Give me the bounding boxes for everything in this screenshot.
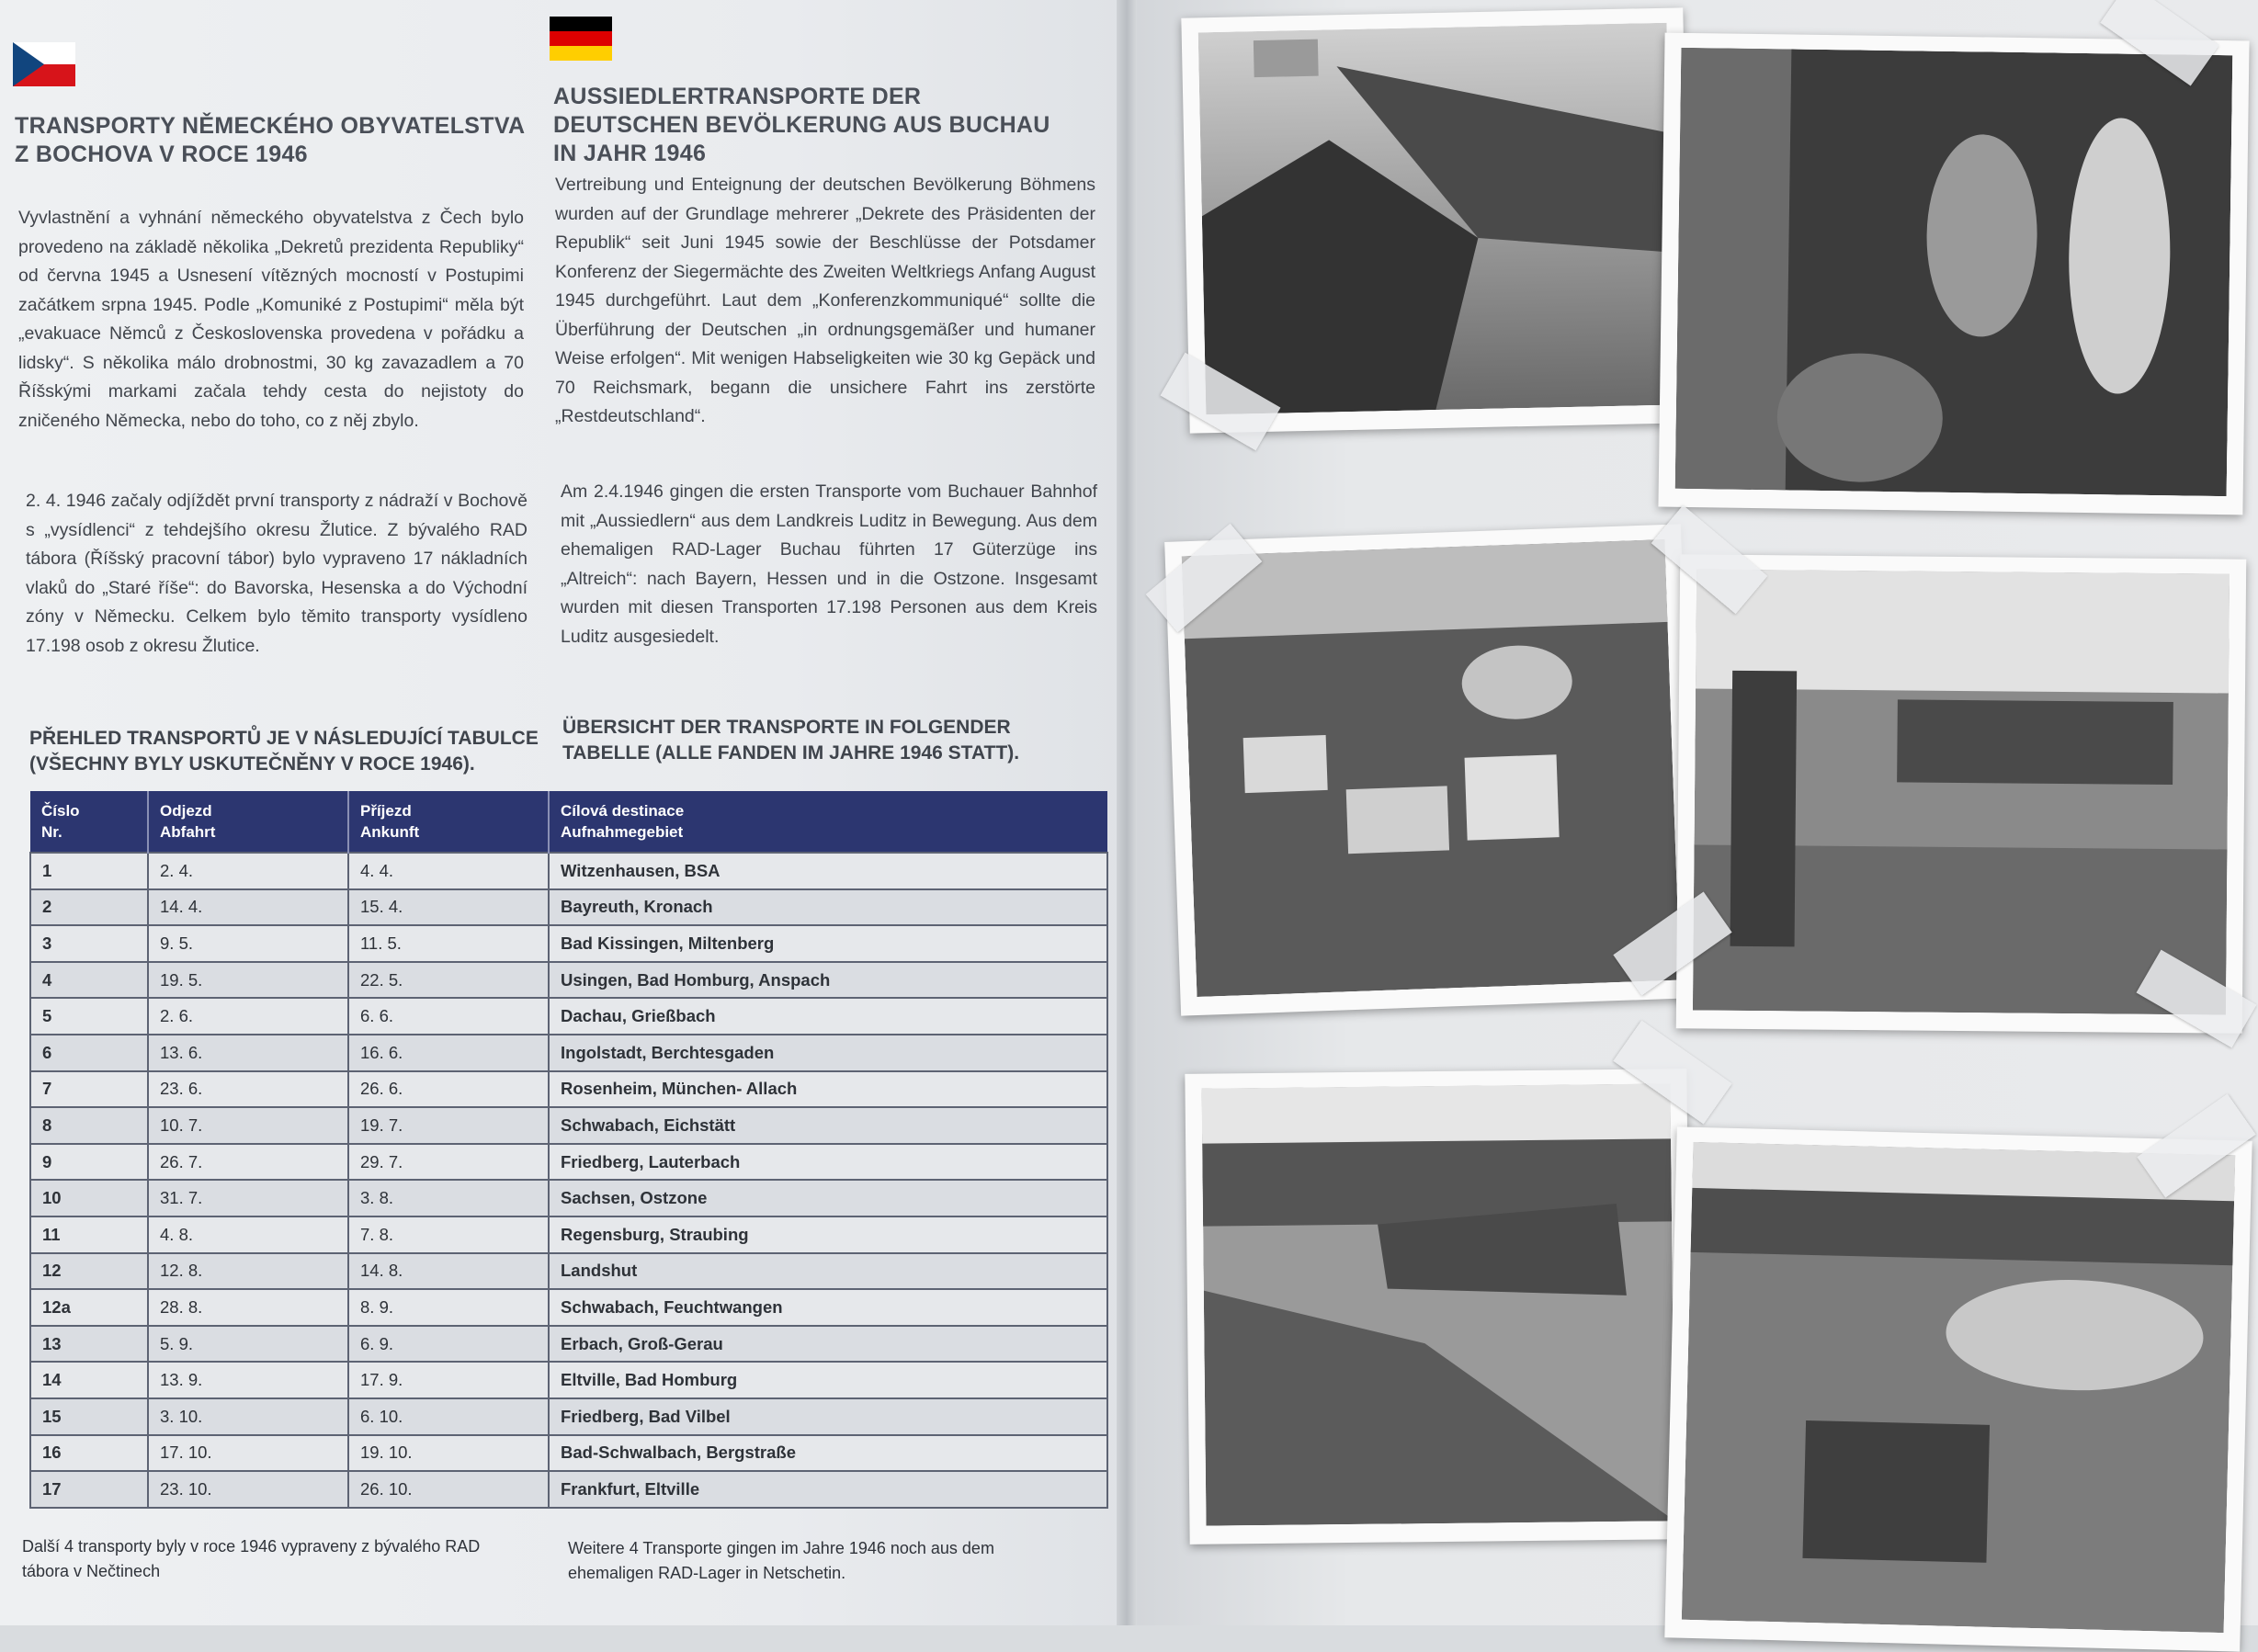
cell-number: 6: [30, 1035, 148, 1071]
transport-table: [29, 791, 1108, 1509]
cell-departure: 2. 4.: [148, 853, 348, 889]
table-row: [30, 962, 1107, 999]
table-row: [30, 1471, 1107, 1508]
table-row: [30, 1362, 1107, 1398]
cell-arrival: 7. 8.: [348, 1216, 549, 1253]
cell-destination: Bayreuth, Kronach: [549, 889, 1107, 926]
cell-departure: 23. 6.: [148, 1071, 348, 1108]
cell-departure: 2. 6.: [148, 998, 348, 1035]
cell-destination: Erbach, Groß-Gerau: [549, 1326, 1107, 1363]
cell-destination: Rosenheim, München- Allach: [549, 1071, 1107, 1108]
header-arrival: Příjezd Ankunft: [348, 791, 549, 853]
photo-railway-station: [1181, 7, 1691, 433]
cell-number: 4: [30, 962, 148, 999]
cell-number: 16: [30, 1435, 148, 1472]
cell-departure: 13. 9.: [148, 1362, 348, 1398]
cell-arrival: 26. 10.: [348, 1471, 549, 1508]
table-row: [30, 925, 1107, 962]
cell-number: 17: [30, 1471, 148, 1508]
table-row: [30, 1398, 1107, 1435]
cell-destination: Friedberg, Bad Vilbel: [549, 1398, 1107, 1435]
photo-crowd-with-luggage: [1664, 1126, 2252, 1651]
cell-number: 12: [30, 1253, 148, 1290]
cell-departure: 9. 5.: [148, 925, 348, 962]
cell-arrival: 17. 9.: [348, 1362, 549, 1398]
cell-destination: Ingolstadt, Berchtesgaden: [549, 1035, 1107, 1071]
cell-destination: Regensburg, Straubing: [549, 1216, 1107, 1253]
cell-number: 5: [30, 998, 148, 1035]
cell-arrival: 4. 4.: [348, 853, 549, 889]
table-row: [30, 1107, 1107, 1144]
cell-departure: 12. 8.: [148, 1253, 348, 1290]
cell-destination: Eltville, Bad Homburg: [549, 1362, 1107, 1398]
cell-departure: 26. 7.: [148, 1144, 348, 1181]
german-footnote: Weitere 4 Transporte gingen im Jahre 1946 noch aus dem ehemaligen RAD-Lager in Netschetin.: [568, 1539, 994, 1582]
czech-table-heading: PŘEHLED TRANSPORTŮ JE V NÁSLEDUJÍCÍ TABULCE (VŠECHNY BYLY USKUTEČNĚNY V ROCE 1946).: [29, 728, 539, 775]
cell-destination: Dachau, Grießbach: [549, 998, 1107, 1035]
cell-arrival: 16. 6.: [348, 1035, 549, 1071]
cell-departure: 10. 7.: [148, 1107, 348, 1144]
cell-number: 12a: [30, 1289, 148, 1326]
table-body: [30, 853, 1107, 1508]
cell-departure: 5. 9.: [148, 1326, 348, 1363]
cell-departure: 3. 10.: [148, 1398, 348, 1435]
cell-destination: Friedberg, Lauterbach: [549, 1144, 1107, 1181]
cell-number: 14: [30, 1362, 148, 1398]
table-row: [30, 889, 1107, 926]
table-row: [30, 1289, 1107, 1326]
cell-arrival: 26. 6.: [348, 1071, 549, 1108]
czech-heading: TRANSPORTY NĚMECKÉHO OBYVATELSTVA Z BOCHOVA V ROCE 1946: [15, 113, 525, 167]
photo-elderly-man-boarding: [1658, 33, 2249, 515]
cell-number: 8: [30, 1107, 148, 1144]
cell-number: 11: [30, 1216, 148, 1253]
czech-flag-icon: [13, 42, 75, 86]
header-destination: Cílová destinace Aufnahmegebiet: [549, 791, 1107, 853]
cell-departure: 23. 10.: [148, 1471, 348, 1508]
cell-departure: 28. 8.: [148, 1289, 348, 1326]
header-number: Číslo Nr.: [30, 791, 148, 853]
cell-destination: Landshut: [549, 1253, 1107, 1290]
cell-departure: 13. 6.: [148, 1035, 348, 1071]
cell-destination: Frankfurt, Eltville: [549, 1471, 1107, 1508]
cell-arrival: 29. 7.: [348, 1144, 549, 1181]
table-row: [30, 1035, 1107, 1071]
table-row: [30, 1253, 1107, 1290]
german-table-heading: ÜBERSICHT DER TRANSPORTE IN FOLGENDER TABELLE (ALLE FANDEN IM JAHRE 1946 STATT).: [562, 717, 1020, 764]
cell-destination: Usingen, Bad Homburg, Anspach: [549, 962, 1107, 999]
cell-number: 15: [30, 1398, 148, 1435]
table-row: [30, 853, 1107, 889]
table-row: [30, 1180, 1107, 1216]
cell-destination: Sachsen, Ostzone: [549, 1180, 1107, 1216]
cell-destination: Schwabach, Eichstätt: [549, 1107, 1107, 1144]
table-row: [30, 998, 1107, 1035]
table-header-row: [30, 791, 1107, 853]
cell-arrival: 22. 5.: [348, 962, 549, 999]
photo-luggage-on-trucks: [1164, 524, 1697, 1015]
german-paragraph-2: Am 2.4.1946 gingen die ersten Transporte vom Buchauer Bahnhof mit „Aussiedlern“ aus dem Landkreis Luditz in Bewegung. Aus dem ehemaligen RAD-Lager Buchau führten 17 Güterzüge ins „Altreich“: nach Bayern, Hessen und in die Ostzone. Insgesamt wurden mit diesen Transporten 17.198 Personen aus dem Kreis Luditz ausgesiedelt.: [561, 481, 1097, 647]
cell-number: 13: [30, 1326, 148, 1363]
cell-number: 7: [30, 1071, 148, 1108]
cell-arrival: 6. 9.: [348, 1326, 549, 1363]
table-row: [30, 1435, 1107, 1472]
cell-arrival: 8. 9.: [348, 1289, 549, 1326]
czech-footnote: Další 4 transporty byly v roce 1946 vypraveny z bývalého RAD tábora v Nečtinech: [22, 1537, 481, 1580]
cell-departure: 14. 4.: [148, 889, 348, 926]
cell-destination: Schwabach, Feuchtwangen: [549, 1289, 1107, 1326]
panel-fold: [1117, 0, 1137, 1625]
cell-arrival: 11. 5.: [348, 925, 549, 962]
header-departure: Odjezd Abfahrt: [148, 791, 348, 853]
cell-destination: Bad Kissingen, Miltenberg: [549, 925, 1107, 962]
cell-departure: 19. 5.: [148, 962, 348, 999]
cell-departure: 17. 10.: [148, 1435, 348, 1472]
cell-arrival: 6. 6.: [348, 998, 549, 1035]
german-flag-icon: [550, 17, 612, 61]
table-row: [30, 1216, 1107, 1253]
czech-paragraph-1: Vyvlastnění a vyhnání německého obyvatelstva z Čech bylo provedeno na základě několika „Dekretů prezidenta Republiky“ od června 1945 a Usnesení vítězných mocností v Postupimi začátkem srpna 1945. Podle „Komuniké z Postupimi“ měla být „evakuace Němců z Československa provedena v pořádku a lidsky“. S několika málo drobnostmi, 30 kg zavazadlem a 70 Říšskými markami začala tehdy cesta do nejistoty do zničeného Německa, nebo do toho, co z něj zbylo.: [18, 208, 524, 431]
table-row: [30, 1071, 1107, 1108]
cell-arrival: 3. 8.: [348, 1180, 549, 1216]
cell-departure: 4. 8.: [148, 1216, 348, 1253]
cell-number: 9: [30, 1144, 148, 1181]
czech-paragraph-2: 2. 4. 1946 začaly odjíždět první transporty z nádraží v Bochově s „vysídlenci“ z tehdejšího okresu Žlutice. Z bývalého RAD tábora (Říšský pracovní tábor) bylo vypraveno 17 nákladních vlaků do „Staré říše“: do Bavorska, Hesenska a do Východní zóny v Německu. Celkem bylo těmito transporty vysídleno 17.198 osob z okresu Žlutice.: [26, 491, 528, 656]
cell-number: 1: [30, 853, 148, 889]
cell-arrival: 19. 10.: [348, 1435, 549, 1472]
cell-arrival: 15. 4.: [348, 889, 549, 926]
cell-destination: Bad-Schwalbach, Bergstraße: [549, 1435, 1107, 1472]
german-heading: AUSSIEDLERTRANSPORTE DER DEUTSCHEN BEVÖLKERUNG AUS BUCHAU IN JAHR 1946: [553, 84, 1050, 166]
german-paragraph-1: Vertreibung und Enteignung der deutschen Bevölkerung Böhmens wurden auf der Grundlage mehrerer „Dekrete des Präsidenten der Republik“ seit Juni 1945 sowie der Beschlüsse der Potsdamer Konferenz der Siegermächte des Zweiten Weltkriegs Anfang August 1945 durchgeführt. Laut dem „Konferenzkommuniqué“ sollte die Überführung der Deutschen „in ordnungsgemäßer und humaner Weise erfolgen“. Mit wenigen Habseligkeiten wie 30 kg Gepäck und 70 Reichsmark, begann die unsichere Fahrt ins zerstörte „Restdeutschland“.: [555, 175, 1095, 426]
cell-number: 2: [30, 889, 148, 926]
cell-arrival: 6. 10.: [348, 1398, 549, 1435]
cell-arrival: 14. 8.: [348, 1253, 549, 1290]
table-row: [30, 1144, 1107, 1181]
cell-arrival: 19. 7.: [348, 1107, 549, 1144]
cell-destination: Witzenhausen, BSA: [549, 853, 1107, 889]
cell-number: 10: [30, 1180, 148, 1216]
cell-departure: 31. 7.: [148, 1180, 348, 1216]
photo-rad-camp-barracks: [1185, 1069, 1691, 1545]
table-row: [30, 1326, 1107, 1363]
cell-number: 3: [30, 925, 148, 962]
